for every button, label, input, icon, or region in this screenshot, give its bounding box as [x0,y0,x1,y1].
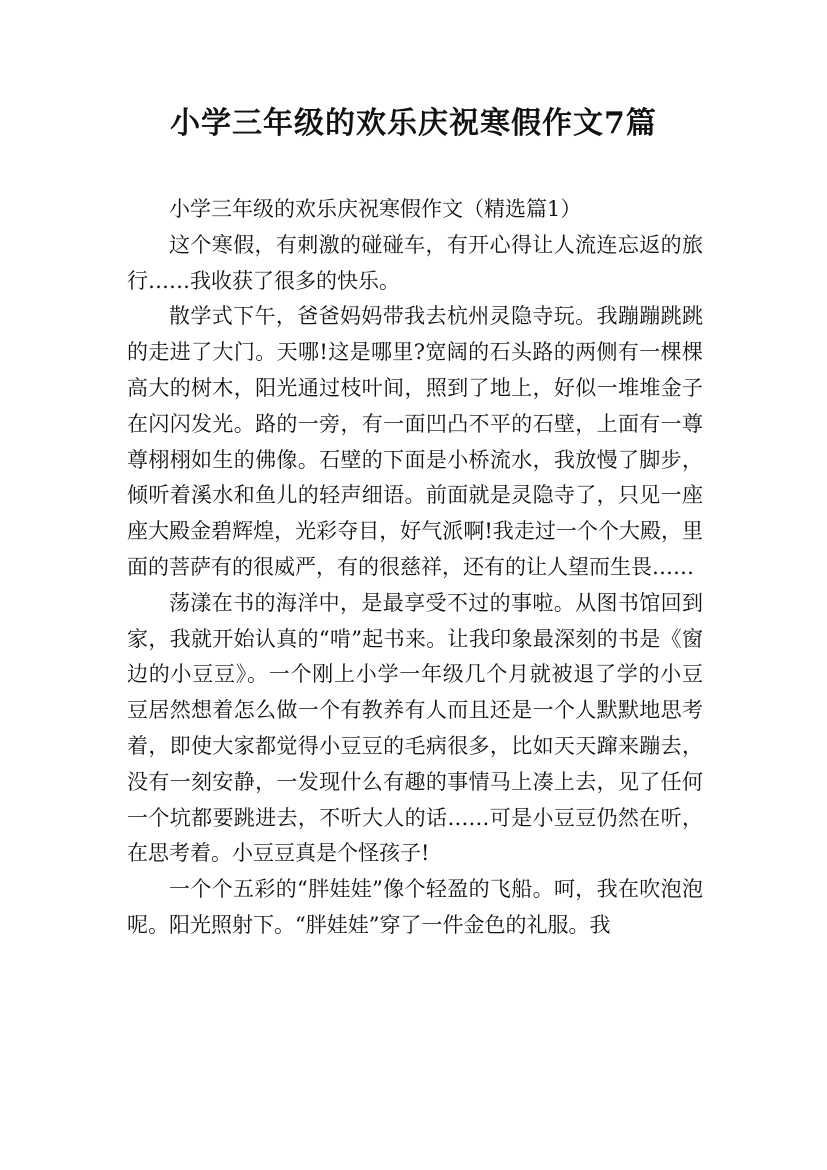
document-body [127,192,703,944]
paragraph-1: 这个寒假，有刺激的碰碰车，有开心得让人流连忘返的旅行……我收获了很多的快乐。 [127,232,703,293]
paragraph-3: 荡漾在书的海洋中，是最享受不过的事啦。从图书馆回到家，我就开始认真的“啃”起书来。让我印象最深刻的书是《窗边的小豆豆》。一个刚上小学一年级几个月就被退了学的小豆豆居然想着怎么做一个有教养有人而且还是一个人默默地思考着，即使大家都觉得小豆豆的毛病很多，比如天天蹿来蹦去，没有一刻安静，一发现什么有趣的事情马上凑上去，见了任何一个坑都要跳进去，不听大人的话……可是小豆豆仍然在听，在思考着。小豆豆真是个怪孩子! [127,590,703,866]
paragraph-2: 散学式下午，爸爸妈妈带我去杭州灵隐寺玩。我蹦蹦跳跳的走进了大门。天哪!这是哪里?宽阔的石头路的两侧有一棵棵高大的树木，阳光通过枝叶间，照到了地上，好似一堆堆金子在闪闪发光。路的一旁，有一面凹凸不平的石壁，上面有一尊尊栩栩如生的佛像。石壁的下面是小桥流水，我放慢了脚步，倾听着溪水和鱼儿的轻声细语。前面就是灵隐寺了，只见一座座大殿金碧辉煌，光彩夺目，好气派啊!我走过一个个大殿，里面的菩萨有的很威严，有的很慈祥，还有的让人望而生畏…… [127,304,703,579]
paragraph-4: 一个个五彩的“胖娃娃”像个轻盈的飞船。呵，我在吹泡泡呢。阳光照射下。“胖娃娃”穿了一件金色的礼服。我 [127,877,703,937]
document-title: 小学三年级的欢乐庆祝寒假作文7篇 [170,106,657,141]
section-heading: 小学三年级的欢乐庆祝寒假作文（精选篇1） [169,197,582,221]
